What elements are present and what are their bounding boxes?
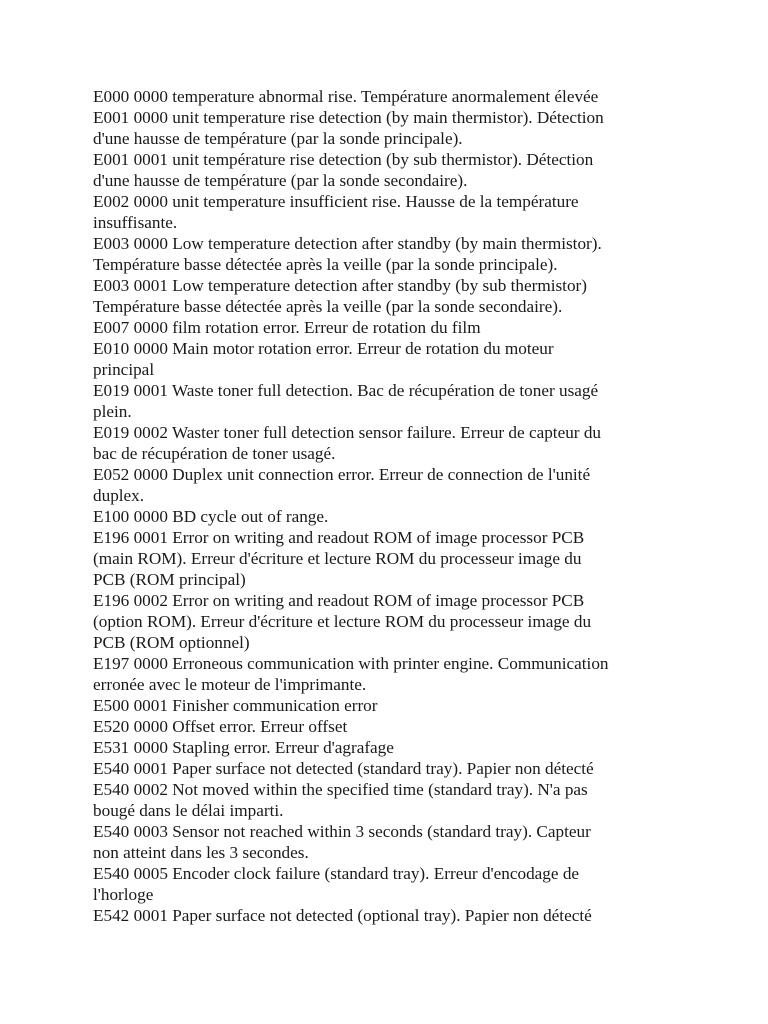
text-line: E001 0001 unit température rise detection (by sub thermistor). Détection bbox=[93, 150, 594, 169]
text-line: E019 0002 Waster toner full detection sensor failure. Erreur de capteur du bbox=[93, 423, 602, 442]
text-line: erronée avec le moteur de l'imprimante. bbox=[93, 675, 367, 694]
text-line: insuffisante. bbox=[93, 213, 178, 232]
text-line: bac de récupération de toner usagé. bbox=[93, 444, 336, 463]
text-line: E531 0000 Stapling error. Erreur d'agrafage bbox=[93, 738, 394, 757]
text-line: PCB (ROM optionnel) bbox=[93, 633, 250, 652]
text-line: E002 0000 unit temperature insufficient rise. Hausse de la température bbox=[93, 192, 579, 211]
text-line: d'une hausse de température (par la sonde secondaire). bbox=[93, 171, 468, 190]
text-line: l'horloge bbox=[93, 885, 154, 904]
text-line: E540 0005 Encoder clock failure (standard tray). Erreur d'encodage de bbox=[93, 864, 580, 883]
error-code-list bbox=[93, 86, 693, 926]
text-line: E052 0000 Duplex unit connection error. Erreur de connection de l'unité bbox=[93, 465, 591, 484]
text-line: E540 0003 Sensor not reached within 3 seconds (standard tray). Capteur bbox=[93, 822, 591, 841]
text-line: E540 0002 Not moved within the specified time (standard tray). N'a pas bbox=[93, 780, 588, 799]
text-line: E007 0000 film rotation error. Erreur de rotation du film bbox=[93, 318, 481, 337]
text-line: E010 0000 Main motor rotation error. Erreur de rotation du moteur bbox=[93, 339, 554, 358]
text-line: bougé dans le délai imparti. bbox=[93, 801, 284, 820]
text-line: E196 0001 Error on writing and readout ROM of image processor PCB bbox=[93, 528, 585, 547]
text-line: principal bbox=[93, 360, 155, 379]
text-line: E100 0000 BD cycle out of range. bbox=[93, 507, 329, 526]
text-line: E003 0001 Low temperature detection after standby (by sub thermistor) bbox=[93, 276, 587, 295]
text-line: (option ROM). Erreur d'écriture et lecture ROM du processeur image du bbox=[93, 612, 592, 631]
text-line: E019 0001 Waste toner full detection. Bac de récupération de toner usagé bbox=[93, 381, 599, 400]
text-line: d'une hausse de température (par la sonde principale). bbox=[93, 129, 463, 148]
text-line: non atteint dans les 3 secondes. bbox=[93, 843, 309, 862]
text-line: E500 0001 Finisher communication error bbox=[93, 696, 378, 715]
text-line: duplex. bbox=[93, 486, 145, 505]
text-line: Température basse détectée après la veille (par la sonde secondaire). bbox=[93, 297, 563, 316]
text-line: E542 0001 Paper surface not detected (optional tray). Papier non détecté bbox=[93, 906, 592, 925]
text-line: E196 0002 Error on writing and readout ROM of image processor PCB bbox=[93, 591, 585, 610]
text-line: (main ROM). Erreur d'écriture et lecture ROM du processeur image du bbox=[93, 549, 582, 568]
text-line: E197 0000 Erroneous communication with printer engine. Communication bbox=[93, 654, 609, 673]
text-line: E520 0000 Offset error. Erreur offset bbox=[93, 717, 348, 736]
text-line: Température basse détectée après la veille (par la sonde principale). bbox=[93, 255, 558, 274]
text-line: PCB (ROM principal) bbox=[93, 570, 246, 589]
text-line: E000 0000 temperature abnormal rise. Température anormalement élevée bbox=[93, 87, 599, 106]
text-line: E001 0000 unit temperature rise detection (by main thermistor). Détection bbox=[93, 108, 604, 127]
text-line: plein. bbox=[93, 402, 132, 421]
text-line: E003 0000 Low temperature detection after standby (by main thermistor). bbox=[93, 234, 602, 253]
text-line: E540 0001 Paper surface not detected (standard tray). Papier non détecté bbox=[93, 759, 594, 778]
